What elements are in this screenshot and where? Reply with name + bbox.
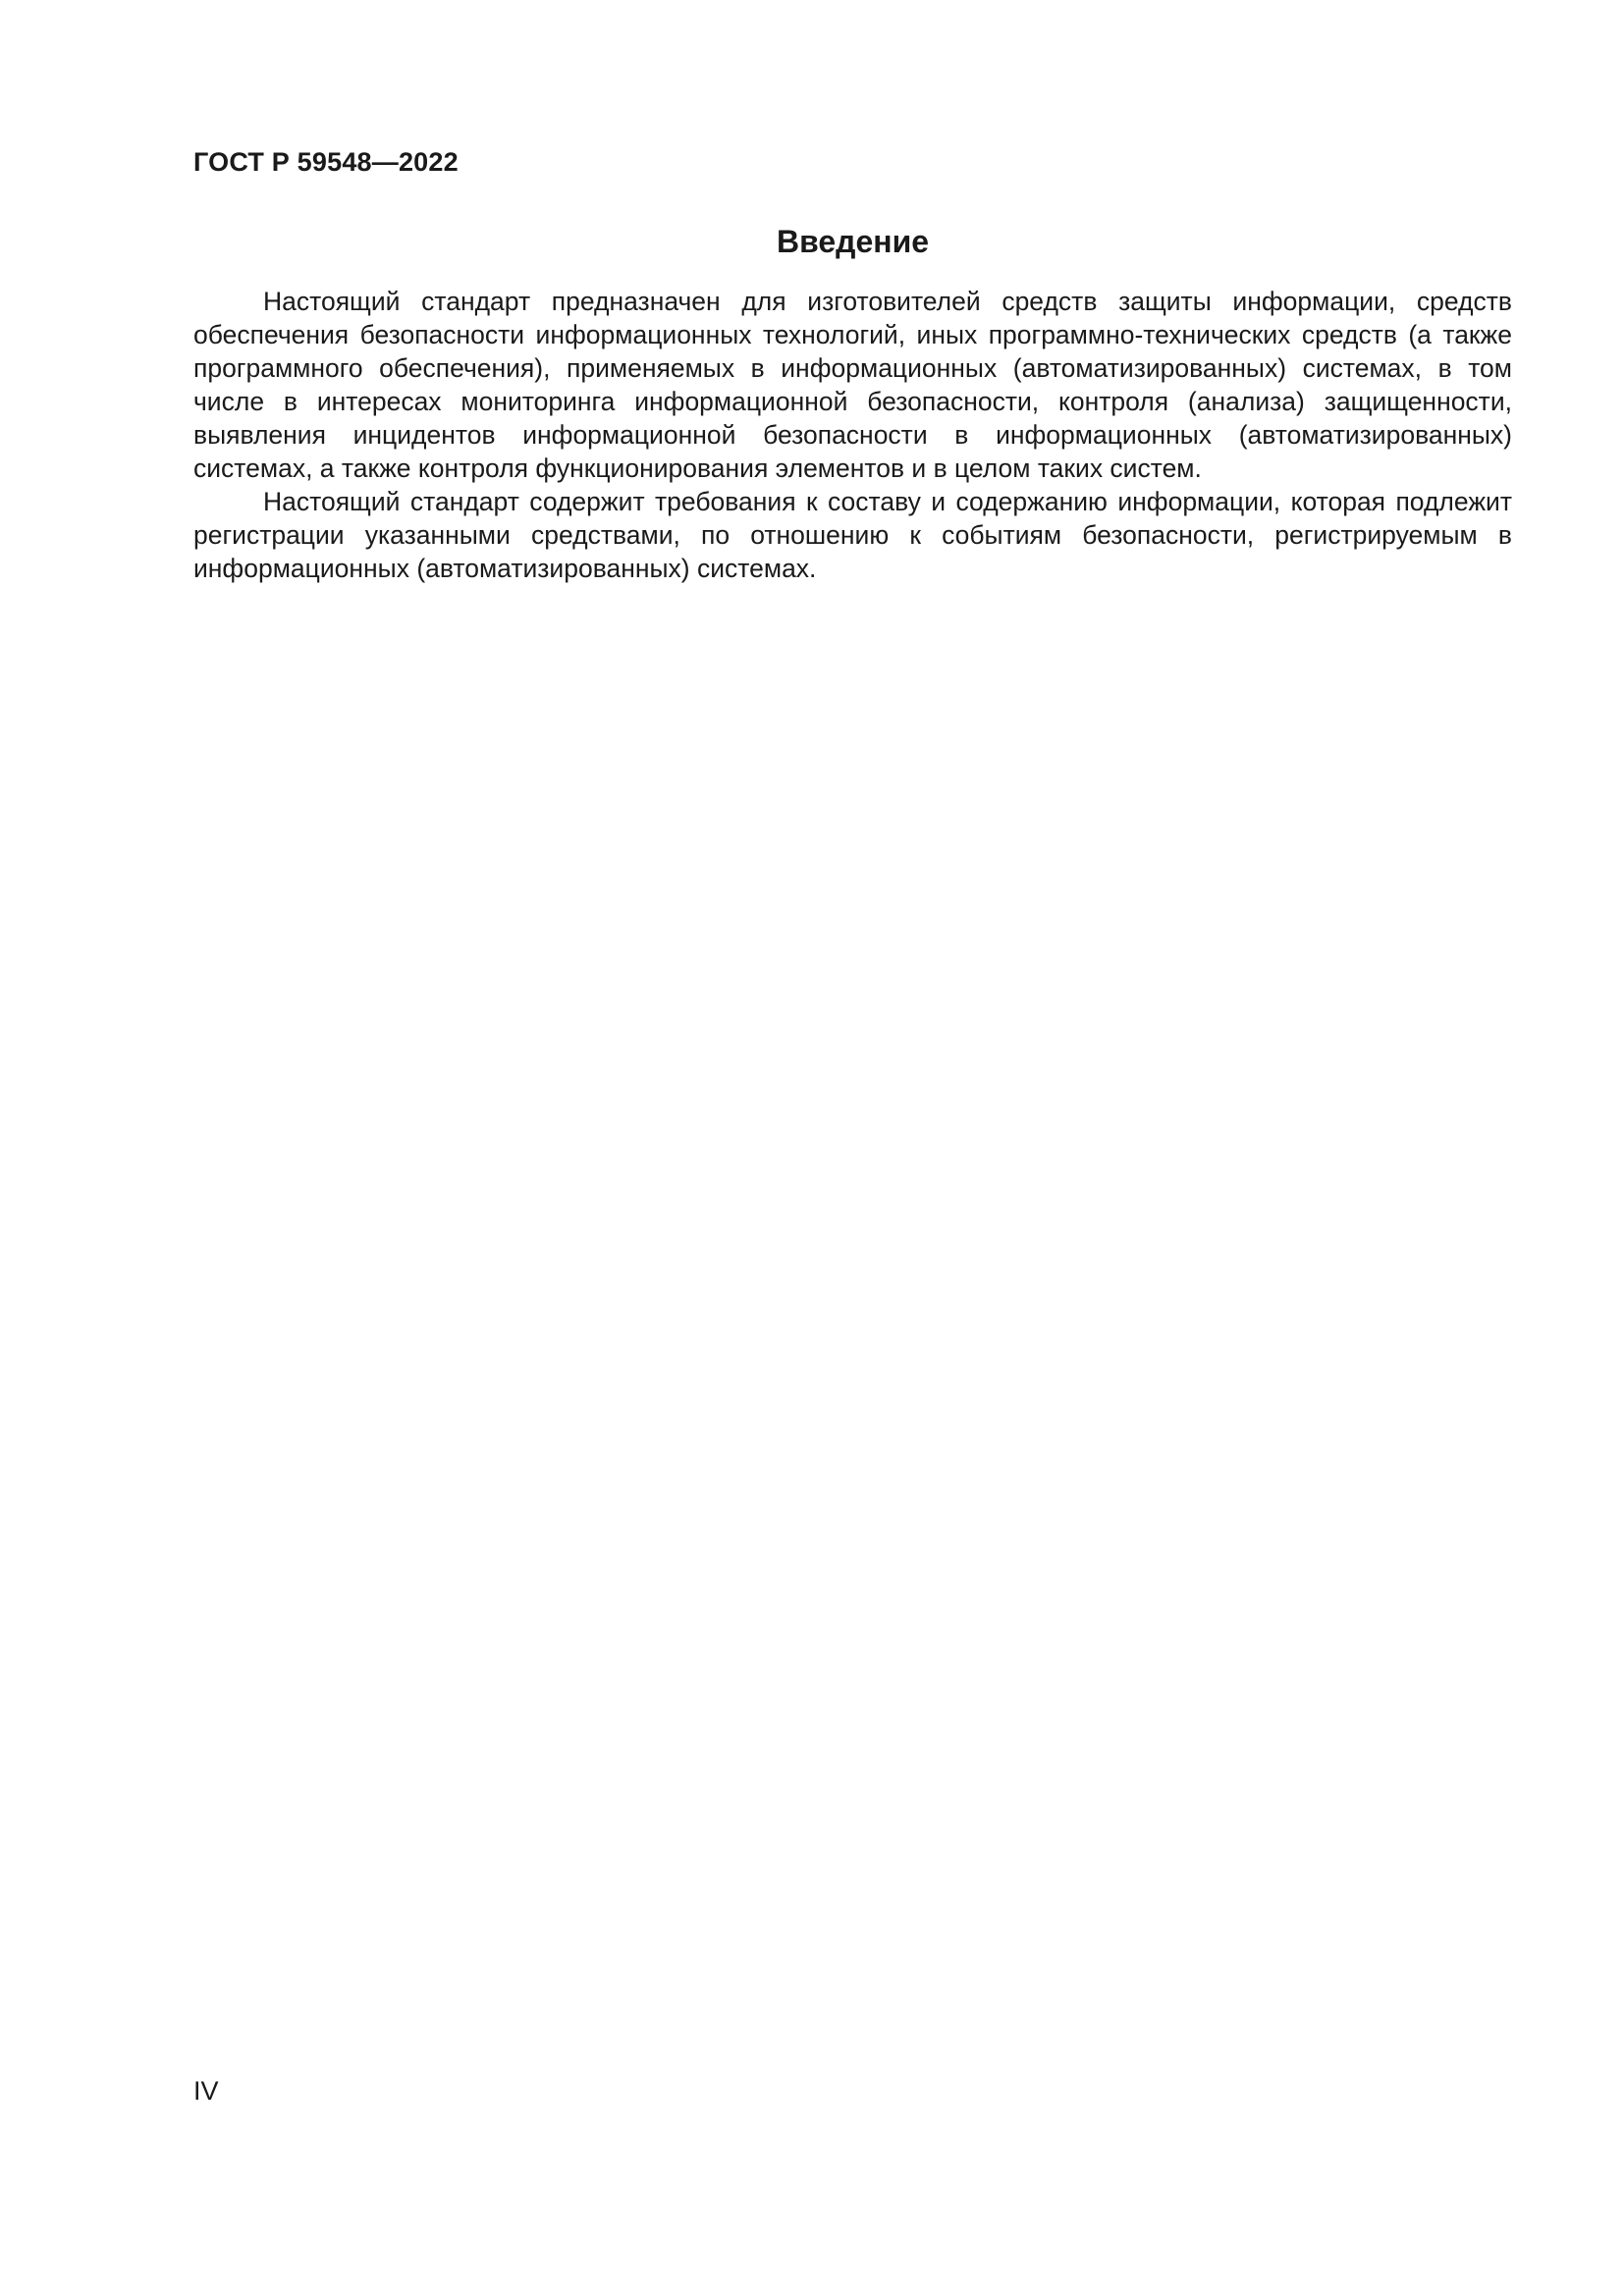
section-title: Введение: [776, 224, 930, 259]
standard-code-header: ГОСТ Р 59548—2022: [193, 147, 459, 177]
paragraph: Настоящий стандарт содержит требования к составу и содержанию информации, которая подлежит регистрации указанными средствами, по отношению к событиям безопасности, регистрируемым в информационных (автоматизированных) системах.: [193, 487, 1512, 583]
body-text: [193, 285, 1512, 585]
page-number: IV: [193, 2076, 219, 2106]
paragraph: Настоящий стандарт предназначен для изготовителей средств защиты информации, средств обеспечения безопасности информационных технологий, иных программно-технических средств (а также программного обеспечения), применяемых в информационных (автоматизированных) системах, в том числе в интересах мониторинга информационной безопасности, контроля (анализа) защищенности, выявления инцидентов информационной безопасности в информационных (автоматизированных) системах, а также контроля функционирования элементов и в целом таких систем.: [193, 287, 1512, 483]
